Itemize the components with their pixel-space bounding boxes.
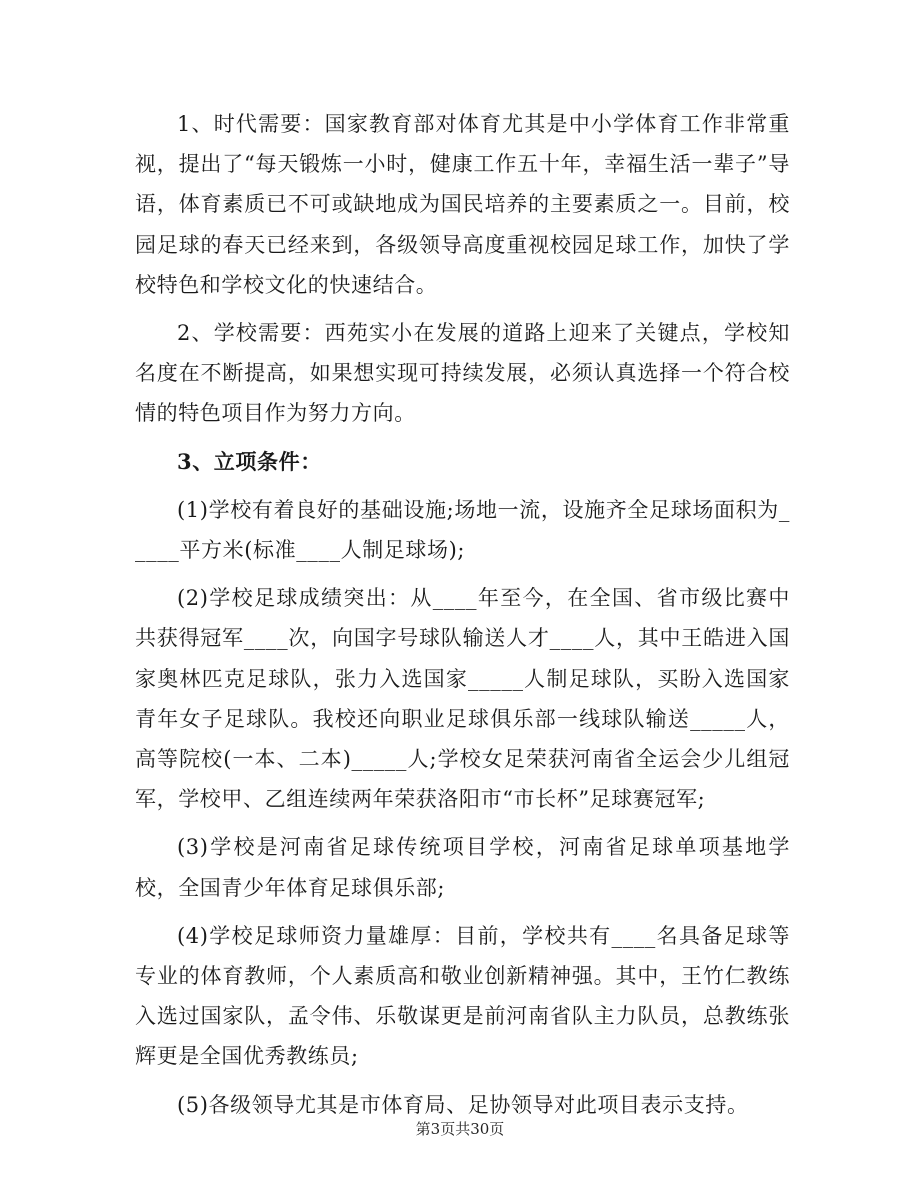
paragraph-project-conditions-heading: 3、立项条件： [177, 448, 322, 474]
paragraph-condition-5: (5)各级领导尤其是市体育局、足协领导对此项目表示支持。 [177, 1092, 749, 1117]
paragraph-school-needs: 2、学校需要：西苑实小在发展的道路上迎来了关键点，学校知名度在不断提高，如果想实现可持续发展，必须认真选择一个符合校情的特色项目作为努力方向。 [135, 321, 790, 426]
paragraph-condition-4: (4)学校足球师资力量雄厚：目前，学校共有____名具备足球等专业的体育教师，个人素质高和敬业创新精神强。其中，王竹仁教练入选过国家队，孟令伟、乐敬谋更是前河南省队主力队员，总教练张辉更是全国优秀教练员; [135, 923, 790, 1069]
paragraph-era-needs: 1、时代需要：国家教育部对体育尤其是中小学体育工作非常重视，提出了“每天锻炼一小时，健康工作五十年，幸福生活一辈子”导语，体育素质已不可或缺地成为国民培养的主要素质之一。目前，校园足球的春天已经来到，各级领导高度重视校园足球工作，加快了学校特色和学校文化的快速结合。 [135, 112, 790, 297]
document-body [135, 104, 790, 1133]
paragraph-condition-3: (3)学校是河南省足球传统项目学校，河南省足球单项基地学校，全国青少年体育足球俱乐部; [135, 835, 790, 900]
paragraph-condition-2: (2)学校足球成绩突出：从____年至今，在全国、省市级比赛中共获得冠军____次，向国字号球队输送人才____人，其中王皓进入国家奥林匹克足球队，张力入选国家_____人制足球队，买盼入选国家青年女子足球队。我校还向职业足球俱乐部一线球队输送_____人，高等院校(一本、二本)_____人;学校女足荣获河南省全运会少儿组冠军，学校甲、乙组连续两年荣获洛阳市“市长杯”足球赛冠军; [135, 586, 790, 812]
paragraph-condition-1: (1)学校有着良好的基础设施;场地一流，设施齐全足球场面积为_____平方米(标准____人制足球场); [135, 497, 790, 563]
page-number-footer: 第3页共30页 [415, 1120, 505, 1138]
